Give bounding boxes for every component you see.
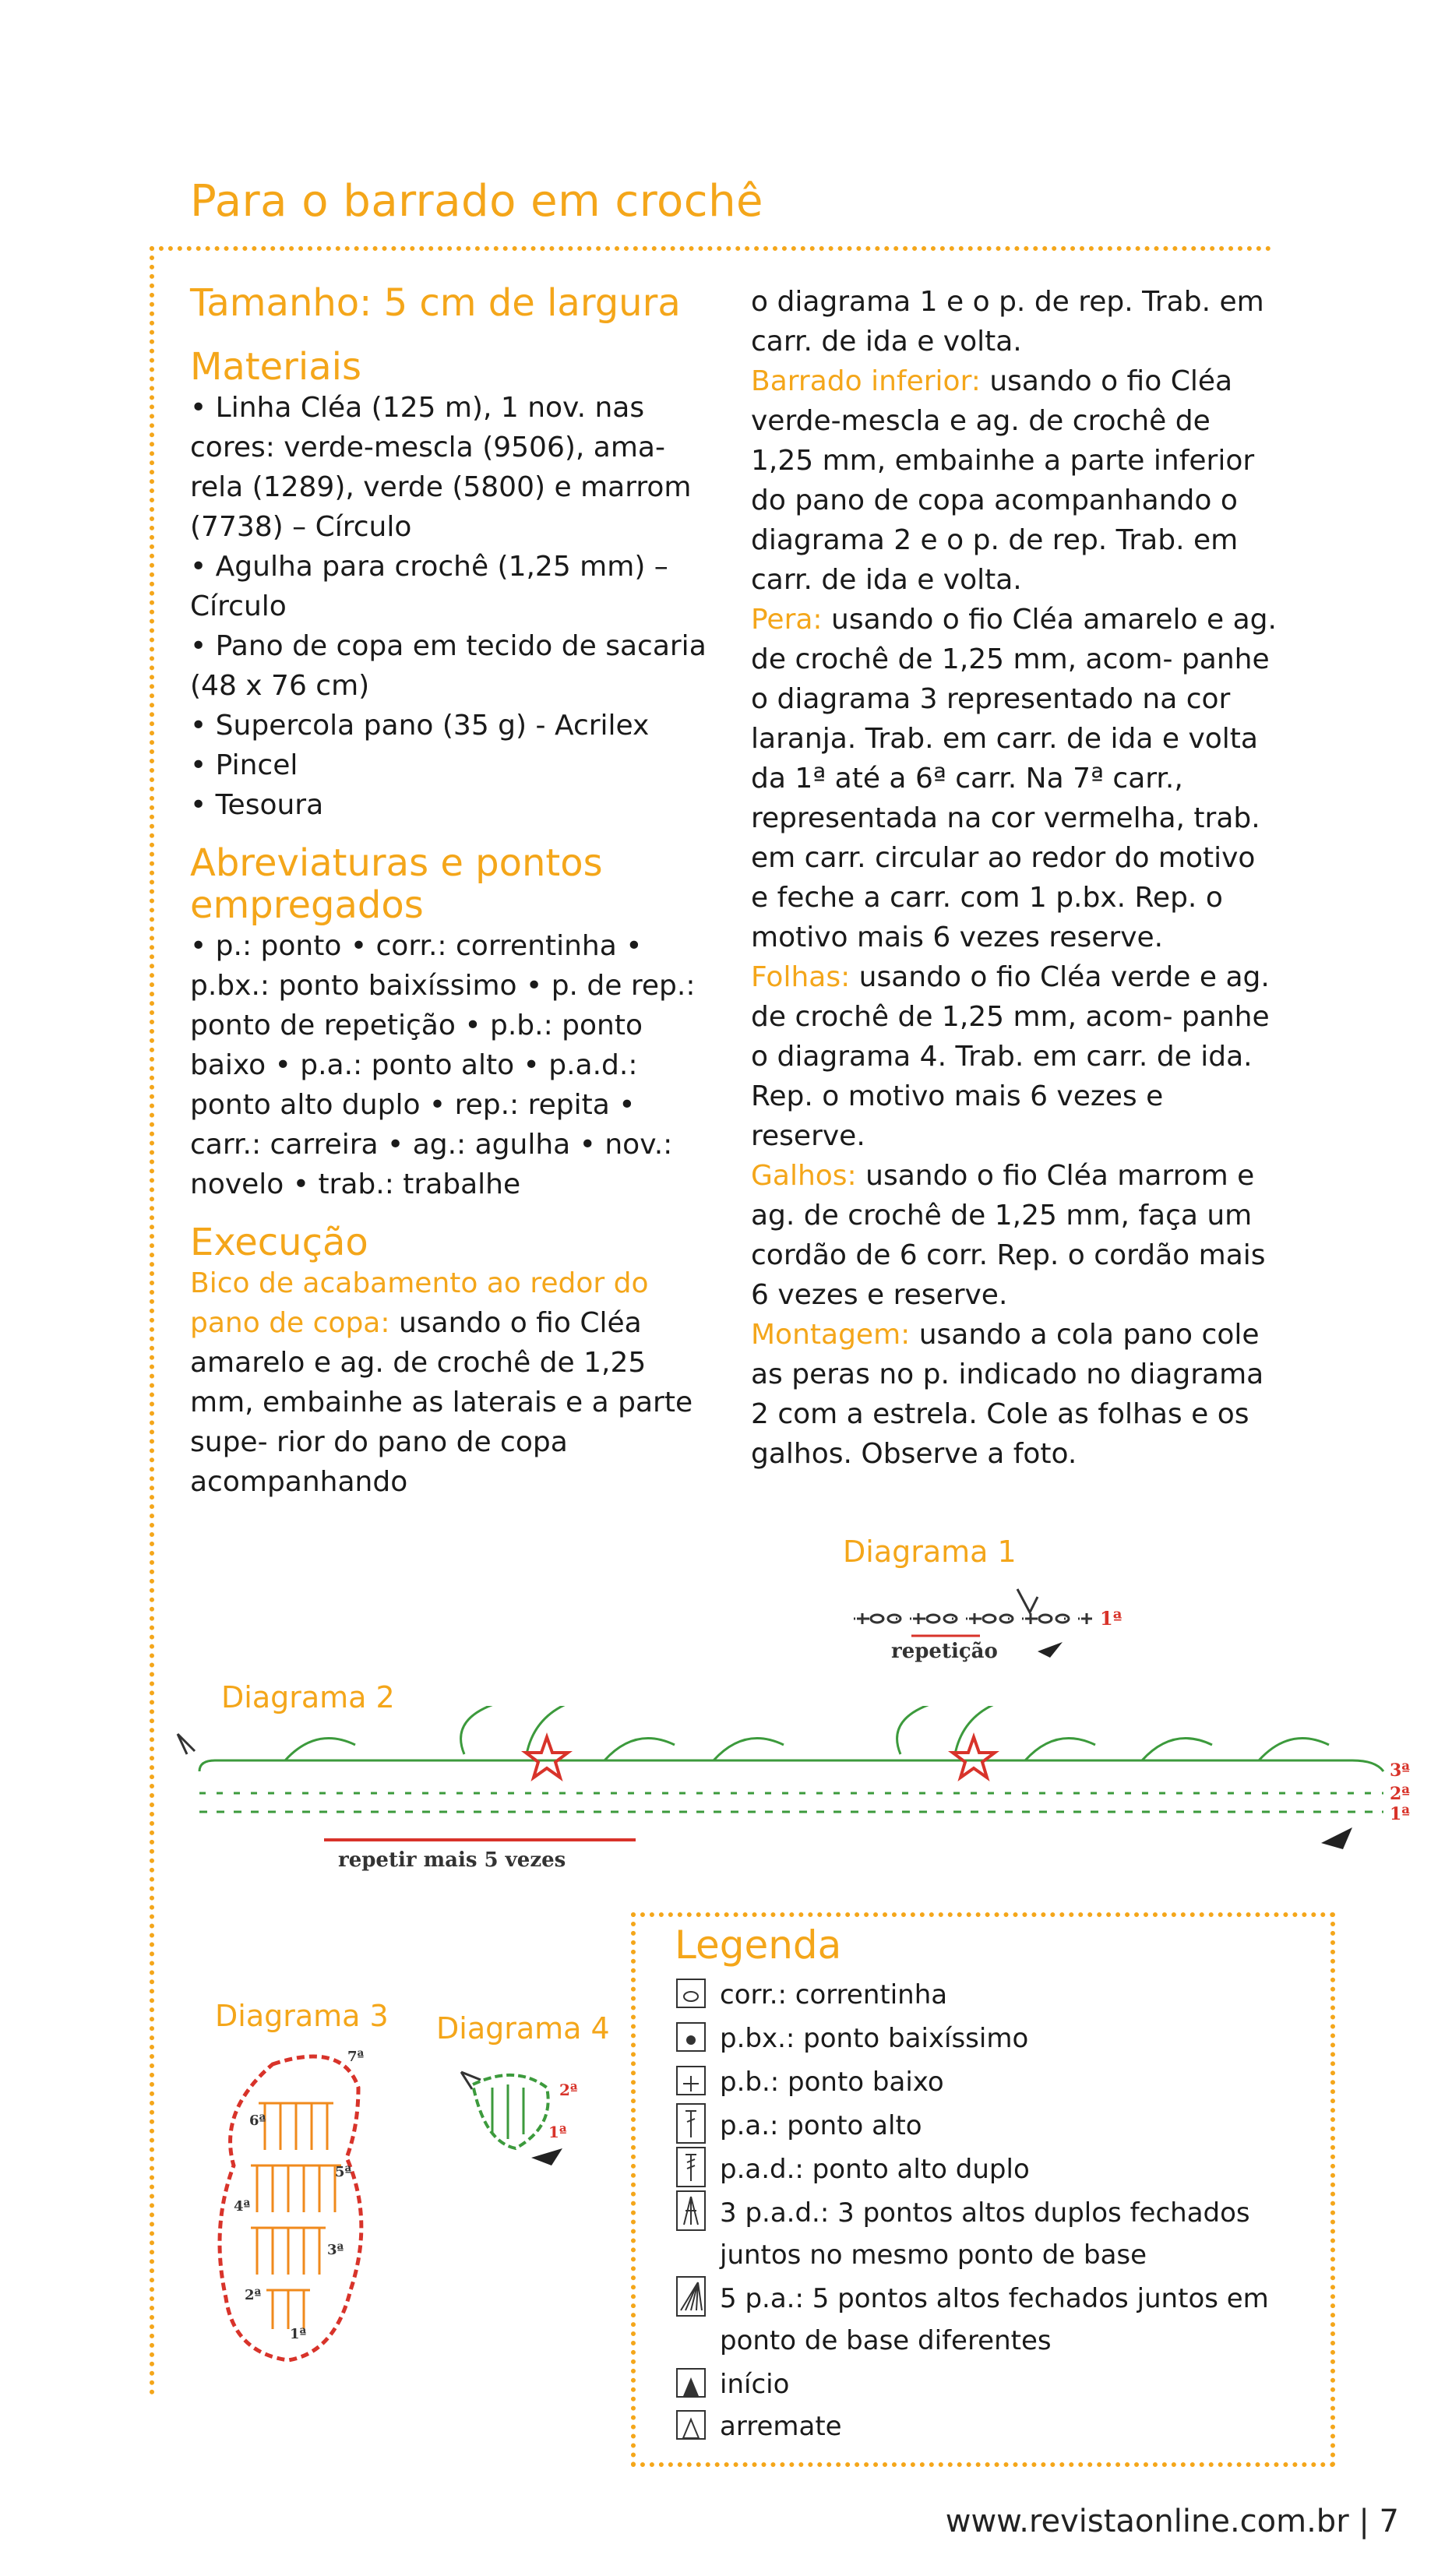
diagram-2-row-2: 2ª: [1390, 1784, 1411, 1804]
diagram-2: [168, 1706, 1415, 1877]
top-divider: [150, 246, 1271, 251]
montagem-text: usando a cola pano cole as peras no p. indicado no diagrama 2 com a estrela. Cole as folhas e os galhos. Observe a foto.: [751, 1319, 1264, 1470]
diagram-3-row-6: 6ª: [249, 2113, 266, 2129]
galhos-label: Galhos:: [751, 1160, 857, 1192]
barrado-label: Barrado inferior:: [751, 365, 981, 397]
pera-text: usando o fio Cléa amarelo e ag. de crochê de 1,25 mm, acom- panhe o diagrama 3 representado na cor laranja. Trab. em carr. de ida e volta da 1ª até a 6ª carr. Na 7ª carr., representada na cor vermelha, trab. em carr. circular ao redor do motivo e feche a carr. com 1 p.bx. Rep. o motivo mais 6 vezes reserve.: [751, 604, 1277, 953]
diagram-4-label: Diagrama 4: [436, 2011, 610, 2046]
diagram-4-row-1: 1ª: [548, 2123, 567, 2141]
diagram-2-caption: repetir mais 5 vezes: [338, 1848, 566, 1872]
diagram-1-label: Diagrama 1: [843, 1535, 1017, 1569]
slip-stitch-icon: [676, 2022, 706, 2052]
materials-heading: Materiais: [190, 345, 362, 389]
montagem-paragraph: [751, 1315, 1281, 1474]
diagram-3-row-7: 7ª: [347, 2049, 365, 2065]
barrado-text: usando o fio Cléa verde-mescla e ag. de crochê de 1,25 mm, embainhe a parte inferior do pano de copa acompanhando o diagrama 2 e o p. de rep. Trab. em carr. de ida e volta.: [751, 365, 1255, 596]
right-column: [751, 282, 1281, 1474]
pera-label: Pera:: [751, 604, 823, 636]
start-arrow-icon: [676, 2368, 706, 2398]
diagram-2-row-1: 1ª: [1390, 1804, 1411, 1824]
diagram-3-row-2: 2ª: [245, 2287, 262, 2303]
galhos-text: usando o fio Cléa marrom e ag. de crochê de 1,25 mm, faça um cordão de 6 corr. Rep. o cordão mais 6 vezes e reserve.: [751, 1160, 1266, 1311]
finish-arrow-icon: [676, 2410, 706, 2440]
execution-heading: Execução: [190, 1221, 368, 1264]
page-footer: www.revistaonline.com.br | 7: [945, 2504, 1399, 2539]
diagram-1-caption: repetição: [891, 1640, 998, 1663]
folhas-text: usando o fio Cléa verde e ag. de crochê de 1,25 mm, acom- panhe o diagrama 4. Trab. em carr. de ida. Rep. o motivo mais 6 vezes e reserve.: [751, 961, 1270, 1152]
legend-title: Legenda: [675, 1922, 842, 1968]
treble-crochet-icon: [676, 2147, 706, 2187]
diagram-3-row-3: 3ª: [327, 2242, 344, 2258]
diagram-3: [203, 2041, 389, 2376]
execution-text: usando o fio Cléa amarelo e ag. de crochê de 1,25 mm, embainhe as laterais e a parte supe- rior do pano de copa acompanhando: [190, 1307, 693, 1498]
double-crochet-icon: [676, 2103, 706, 2144]
abbreviations-heading: Abreviaturas e pontos empregados: [190, 841, 603, 927]
intro-text: o diagrama 1 e o p. de rep. Trab. em carr. de ida e volta.: [751, 286, 1264, 358]
montagem-label: Montagem:: [751, 1319, 911, 1351]
materials-item: • Agulha para crochê (1,25 mm) – Círculo: [190, 551, 668, 622]
diagram-1-row-label: 1ª: [1100, 1607, 1122, 1630]
diagram-2-row-3: 3ª: [1390, 1760, 1411, 1781]
left-column: [190, 282, 712, 1502]
galhos-paragraph: [751, 1156, 1281, 1315]
execution-paragraph: [190, 1263, 712, 1502]
treble-cluster-icon: [676, 2190, 706, 2231]
diagram-3-row-5: 5ª: [335, 2164, 352, 2180]
diagram-3-row-4: 4ª: [234, 2198, 251, 2215]
diagram-4: [438, 2056, 594, 2173]
left-divider: [150, 246, 154, 2396]
materials-item: • Linha Cléa (125 m), 1 nov. nas cores: verde-mescla (9506), ama- rela (1289), verde (5800) e marrom (7738) – Círculo: [190, 392, 692, 543]
double-cluster-icon: [676, 2276, 706, 2317]
single-crochet-icon: [676, 2066, 706, 2095]
materials-item: • Pincel: [190, 749, 298, 781]
materials-item: • Tesoura: [190, 789, 324, 821]
size-heading: Tamanho: 5 cm de largura: [190, 281, 681, 325]
diagram-1: [846, 1573, 1142, 1667]
diagram-3-label: Diagrama 3: [215, 1999, 389, 2033]
diagram-3-row-1: 1ª: [290, 2326, 307, 2342]
page-title: Para o barrado em crochê: [190, 176, 764, 227]
materials-item: • Supercola pano (35 g) - Acrilex: [190, 710, 650, 742]
materials-item: • Pano de copa em tecido de sacaria (48 x 76 cm): [190, 630, 707, 702]
folhas-label: Folhas:: [751, 961, 851, 993]
diagram-4-row-2: 2ª: [559, 2081, 578, 2099]
abbreviations-text: • p.: ponto • corr.: correntinha • p.bx.: ponto baixíssimo • p. de rep.: ponto de repetição • p.b.: ponto baixo • p.a.: ponto alto • p.a.d.: ponto alto duplo • rep.: repita • carr.: carreira • ag.: agulha • nov.: novelo • trab.: trabalhe: [190, 930, 696, 1200]
chain-stitch-icon: [676, 1979, 706, 2008]
diagram-2-label: Diagrama 2: [221, 1680, 395, 1714]
folhas-paragraph: [751, 957, 1281, 1156]
barrado-paragraph: [751, 361, 1281, 600]
execution-label: Bico de acabamento ao redor do pano de copa:: [190, 1267, 649, 1339]
pera-paragraph: [751, 600, 1281, 957]
